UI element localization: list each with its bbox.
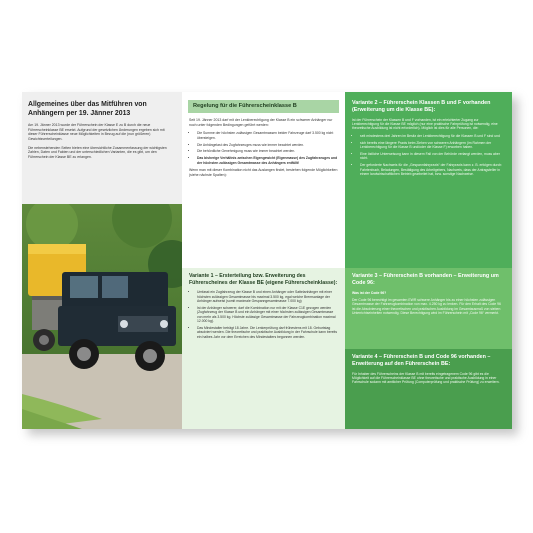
list-item: • Die Anhängelast des Zugfahrzeuges muss wie immer beachtet werden. bbox=[197, 143, 338, 147]
variant-2-panel bbox=[345, 92, 512, 268]
regulation-b-panel bbox=[182, 92, 345, 268]
list-item: • Umfasst ein Zugfahrzeug der Klasse B und einen Anhänger oder Sattelanhänger mit einer höchsten zulässigen Gesamtmasse bis maximal 3.500 kg, egal welche Bremsanlage der Anhänger aufweist (somit maximale Gespanngesamtmasse 7.000 kg) bbox=[197, 290, 338, 303]
general-paragraph-1: Am 19. Jänner 2013 wurde der Führerschein der Klasse E zu B durch die neue Führerscheinklasse BE ersetzt. Aufgrund der gesetzlichen Änderungen ergeben sich mit dieser Führerscheinklasse neue Möglichkeiten in Bezug auf die (nun größeren) Gewichtsverteilungen. bbox=[28, 123, 165, 141]
variant-4-text: Für Inhaber des Führerscheins der Klasse B mit bereits eingetragenem Code 96 gibt es die Möglichkeit auf die Führerscheinklasse BE ohne theoretische und praktische Ausbildung in einer Fahrschule sodann mit amtlicher Prüfung (Computerprüfung und praktische Prüfung) zu erweitern. bbox=[352, 371, 500, 385]
regulation-b-outro: Wenn man mit dieser Kombination nicht das Auslangen findet, bestehen folgende Möglichkeiten (siehe nächste Spalten): bbox=[189, 168, 338, 177]
list-item: • Ist der Anhänger schwerer, darf die Kombination nur mit der Klasse C1E gezogen werden (Zugfahrzeug der Klasse B und ein Anhänger mit einer höchsten zulässigen Gesamtmasse von mehr als 3.500 kg. Höchste zulässige Gesamtmasse der Fahrzeugkombination maximal 12.000 kg). bbox=[197, 306, 338, 324]
list-item: • Der geforderte Nachweis für die „Gespannfahrpraxis“ der Fahrpraxis kann z. B. erfolgen durch: Fahrtenbuch, Beladungen, Bestätigung des Arbeitgebers, Nachweis, dass der Antragsteller in einem landwirtschaftlichen Betrieb gearbeitet hat, bzw. sonstige Nachweise. bbox=[360, 163, 505, 176]
list-item: • Das Mindestalter beträgt 18 Jahre. Die Lenkerprüfung darf frühestens mit 18. Geburtstag absolviert werden. Die theoretische und praktische Ausbildung in der Fahrschule kann bereits ein halbes Jahr vor dem Erreichen des Mindestalters begonnen werden. bbox=[197, 326, 338, 339]
variant-1-list bbox=[189, 290, 338, 339]
column-regulation-b bbox=[182, 92, 345, 429]
column-variants bbox=[345, 92, 512, 429]
variant-3-text: Der Code 96 berechtigt im gesamten EWR schwere Anhänger bis zu einer höchsten zulässigen Gesamtmasse der Fahrzeugkombination von max. 4.250 kg zu lenken. Für den Erhalt des Code 96 ist die Absolvierung einer theoretischen und praktischen Ausbildung im Gesamtausmaß von sieben Unterrichtseinheiten notwendig. Diese Berechtigung wird im Führerschein mit „Code 96“ vermerkt. bbox=[352, 298, 501, 316]
list-item: • seit mindestens drei Jahren im Besitz der Lenkberechtigung für die Klassen B und F sind und bbox=[360, 134, 505, 138]
variant-3-heading: Variante 3 – Führerschein B vorhanden – Erweiterung um Code 96: bbox=[352, 273, 499, 286]
list-item: • Eine östliche Unterweisung kann in diesem Fall von der Behörde verlangt werden, muss aber nicht. bbox=[360, 152, 505, 161]
general-info-panel bbox=[22, 92, 182, 204]
variant-1-heading: Variante 1 – Ersterteilung bzw. Erweiterung des Führerscheines der Klasse BE (eigene Führerscheinklasse): bbox=[189, 273, 338, 286]
variant-2-heading: Variante 2 – Führerschein Klassen B und F vorhanden (Erweiterung um die Klasse BE): bbox=[352, 100, 491, 113]
list-item: • Das bisherige Verhältnis zwischen Eigengewicht (Eigenmasse) des Zugfahrzeuges und der höchsten zulässigen Gesamtmasse des Anhängers entfällt! bbox=[197, 156, 338, 165]
variant-4-heading: Variante 4 – Führerschein B und Code 96 vorhanden – Erweiterung auf den Führerschein BE: bbox=[352, 354, 491, 367]
list-item: • Die Summe der höchsten zulässigen Gesamtmassen beider Fahrzeuge darf 3.500 kg nicht übersteigen. bbox=[197, 131, 338, 140]
column-general bbox=[22, 92, 182, 429]
general-heading: Allgemeines über das Mitführen von Anhängern per 19. Jänner 2013 bbox=[28, 101, 147, 117]
variant-2-intro: Ist der Führerschein der Klassen B und F vorhanden, ist ein erleichterter Zugang zur Lenkberechtigung für die Klasse BE möglich (nur eine praktische Fahrprüfung ist notwendig, eine theoretische Ausbildung ist nicht erforderlich). Möglich ist dies für alle Personen, die: bbox=[352, 117, 498, 131]
variant-2-list bbox=[352, 134, 505, 177]
variant-3-panel bbox=[345, 268, 512, 349]
regulation-b-heading: Regelung für die Führerscheinklasse B bbox=[188, 100, 339, 113]
list-item: • Die behördliche Genehmigung muss wie immer beachtet werden. bbox=[197, 149, 338, 153]
brochure-sheet bbox=[22, 92, 512, 429]
car-trailer-photo bbox=[22, 204, 182, 429]
variant-3-question: Was ist der Code 96? bbox=[352, 290, 387, 295]
regulation-b-list bbox=[189, 131, 338, 165]
regulation-b-intro: Seit 19. Jänner 2013 darf mit der Lenkberechtigung der Klasse B ein schwerer Anhänger nur noch unter folgenden Bedingungen geführt werden: bbox=[189, 118, 333, 127]
variant-1-panel bbox=[182, 268, 345, 429]
variant-4-panel bbox=[345, 349, 512, 429]
list-item: • sich bereits eine längere Praxis beim Ziehen von schweren Anhängern (im Rahmen der Lenkberechtigung für die Klasse B und/oder die Klasse F) erworben haben. bbox=[360, 141, 505, 150]
general-paragraph-2: Die nebenstehenden Seiten bieten eine übersichtliche Zusammenfassung der wichtigsten Zahlen, Daten und Fakten und der unterschiedlichen Varianten, die es gibt, um den Führerschein der Klasse BE zu erlangen. bbox=[28, 145, 167, 159]
